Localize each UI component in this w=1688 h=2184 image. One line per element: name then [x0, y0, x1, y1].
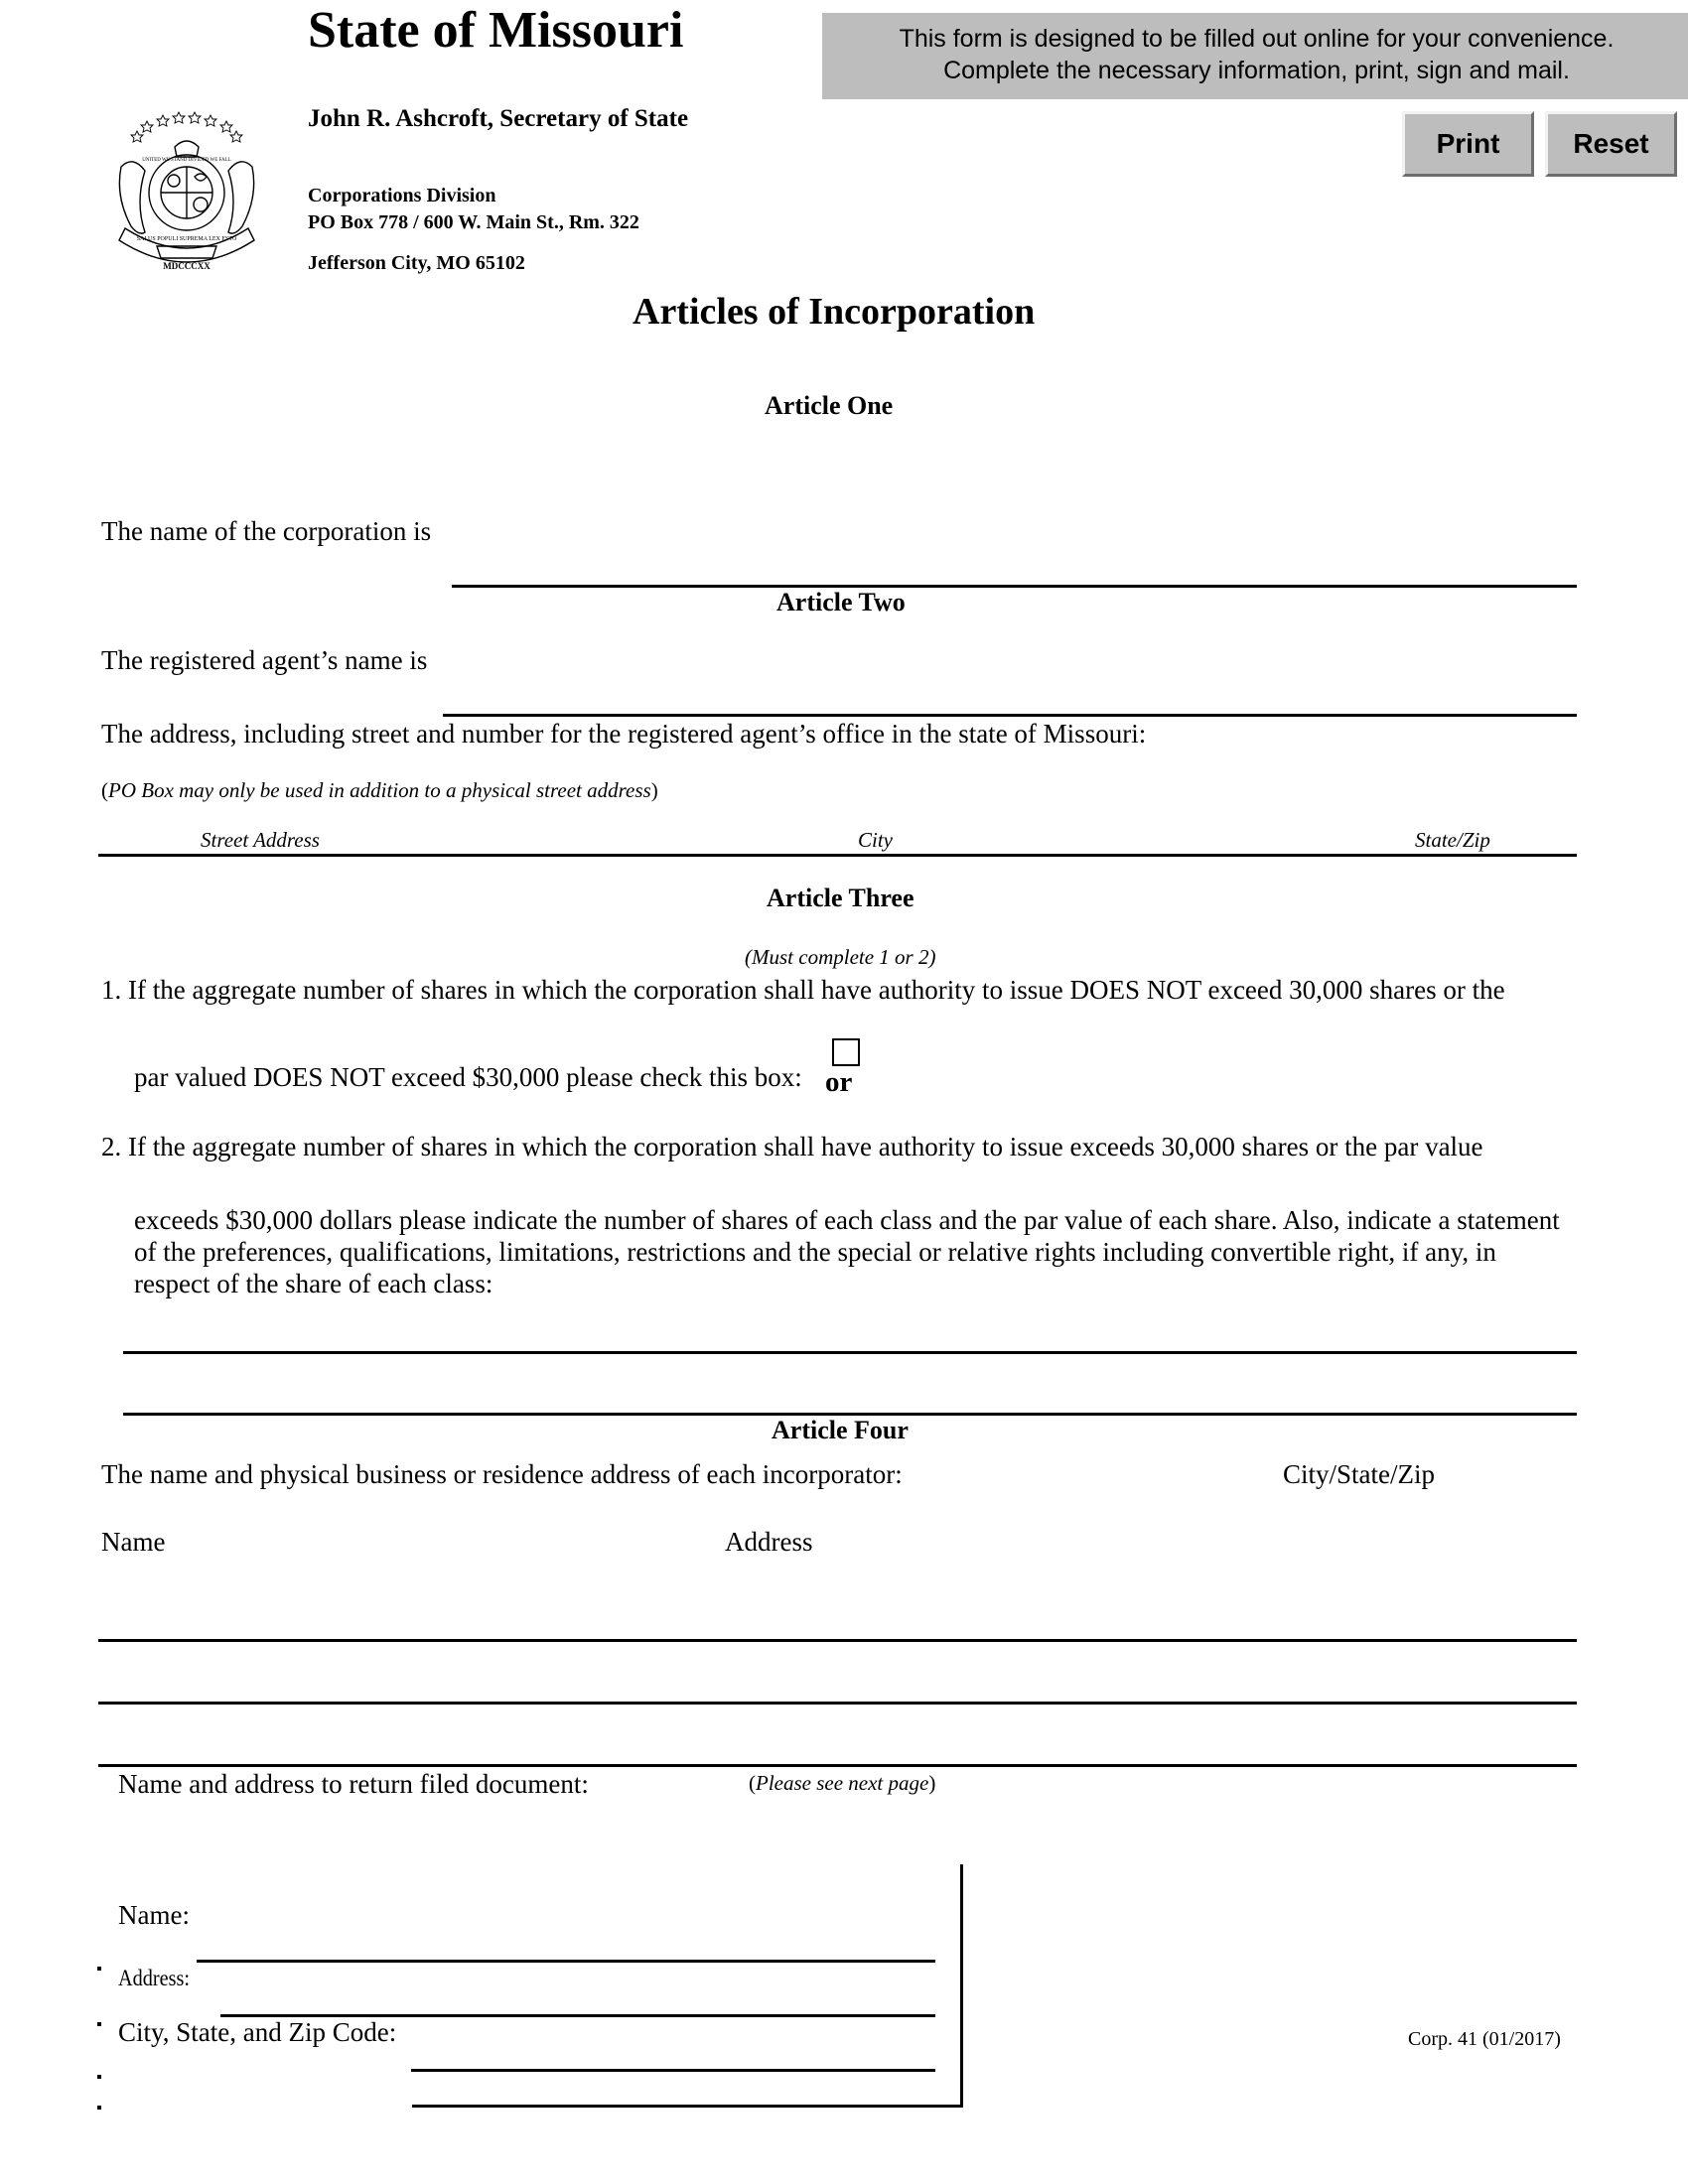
small-corporation-checkbox[interactable]: [832, 1038, 860, 1066]
option-one-line-2: par valued DOES NOT exceed $30,000 please check this box:: [134, 1062, 802, 1092]
return-box-right-border: [960, 1864, 963, 2108]
margin-dot: [97, 2022, 101, 2026]
incorporator-underline-3: [98, 1764, 1577, 1767]
return-city-input[interactable]: [415, 2029, 931, 2065]
secretary-name: John R. Ashcroft, Secretary of State: [308, 105, 689, 132]
see-next-page-open: (: [749, 1771, 756, 1795]
seal-motto: SALUS POPULI SUPREMA LEX ESTO: [136, 236, 237, 242]
return-name-underline: [197, 1960, 935, 1963]
online-form-notice: [822, 13, 1688, 99]
return-city-label: City, State, and Zip Code:: [118, 2017, 397, 2047]
agent-address-input[interactable]: [103, 800, 1573, 828]
incorporator-label: The name and physical business or residence address of each incorporator:: [101, 1459, 903, 1489]
seal-year: MDCCCXX: [163, 261, 211, 271]
shares-statement-input-2[interactable]: [127, 1370, 1573, 1410]
option-two-line-4: respect of the share of each class:: [134, 1269, 493, 1298]
incorporator-input-2[interactable]: [103, 1659, 1573, 1699]
or-label: or: [825, 1066, 853, 1098]
article-three-heading: Article Three: [767, 884, 914, 912]
state-title: State of Missouri: [308, 2, 684, 59]
form-code: Corp. 41 (01/2017): [1408, 2028, 1561, 2050]
po-box-note-open: (: [101, 778, 108, 802]
incorporator-input-3[interactable]: [103, 1721, 1573, 1761]
print-button[interactable]: Print: [1402, 111, 1534, 177]
see-next-page-close: ): [928, 1771, 936, 1795]
article-two-heading: Article Two: [776, 588, 906, 616]
incorporator-underline-2: [98, 1702, 1577, 1705]
return-city-underline: [411, 2069, 935, 2072]
option-two-line-3: of the preferences, qualifications, limitations, restrictions and the special or relative rights including convertible right, if any, in: [134, 1237, 1496, 1267]
state-zip-label: State/Zip: [1415, 828, 1490, 852]
article-four-heading: Article Four: [772, 1416, 909, 1444]
address-column: Address: [725, 1527, 813, 1557]
option-one-line-1: 1. If the aggregate number of shares in which the corporation shall have authority to issue DOES NOT exceed 30,000 shares or the: [101, 975, 1505, 1005]
notice-line-1: This form is designed to be filled out online for your convenience.: [899, 25, 1615, 53]
margin-dot: [97, 1967, 101, 1971]
option-two-line-1: 2. If the aggregate number of shares in which the corporation shall have authority to issue exceeds 30,000 shares or the par value: [101, 1132, 1483, 1161]
incorporator-underline-1: [98, 1639, 1577, 1642]
po-box-note-close: ): [650, 778, 658, 802]
margin-dot: [97, 2106, 101, 2110]
registered-agent-underline: [443, 714, 1577, 717]
reset-button[interactable]: Reset: [1545, 111, 1677, 177]
city-state-zip-column: City/State/Zip: [1283, 1459, 1435, 1489]
registered-agent-label: The registered agent’s name is: [101, 645, 428, 675]
return-document-label: Name and address to return filed document:: [118, 1769, 589, 1799]
option-two-line-2: exceeds $30,000 dollars please indicate the number of shares of each class and the par value of each share. Also, indicate a statement: [134, 1205, 1560, 1235]
city-label: City: [858, 828, 893, 852]
see-next-page-text: Please see next page: [756, 1771, 929, 1795]
article-one-heading: Article One: [765, 391, 894, 420]
division-city: Jefferson City, MO 65102: [308, 252, 525, 274]
must-complete-note: (Must complete 1 or 2): [745, 945, 936, 969]
street-address-label: Street Address: [201, 828, 320, 852]
see-next-page-note: [749, 1771, 935, 1796]
agent-address-underline: [98, 854, 1577, 857]
corporation-name-label: The name of the corporation is: [101, 516, 432, 546]
return-address-label: Address:: [118, 1966, 190, 1990]
margin-dot: [97, 2075, 101, 2079]
corporation-name-input[interactable]: [455, 542, 1575, 582]
division-name: Corporations Division: [308, 185, 496, 206]
registered-agent-input[interactable]: [447, 671, 1575, 711]
incorporator-input-1[interactable]: [103, 1596, 1573, 1636]
notice-line-2: Complete the necessary information, print, sign and mail.: [943, 57, 1570, 84]
missouri-state-seal-icon: [107, 107, 266, 278]
division-address: PO Box 778 / 600 W. Main St., Rm. 322: [308, 211, 639, 233]
seal-banner: UNITED WE STAND DIVIDED WE FALL: [142, 158, 231, 163]
name-column: Name: [101, 1527, 166, 1557]
return-address-input[interactable]: [224, 1976, 931, 2011]
agent-address-label: The address, including street and number for the registered agent’s office in the state of Missouri:: [101, 719, 1147, 749]
shares-statement-underline-1: [123, 1351, 1577, 1354]
corporation-name-underline: [452, 585, 1577, 588]
form-title: Articles of Incorporation: [633, 291, 1036, 333]
po-box-note-text: PO Box may only be used in addition to a physical street address: [108, 778, 651, 802]
return-box-bottom-border: [412, 2105, 963, 2108]
return-name-input[interactable]: [201, 1920, 931, 1956]
shares-statement-input-1[interactable]: [127, 1308, 1573, 1348]
return-name-label: Name:: [118, 1900, 190, 1930]
